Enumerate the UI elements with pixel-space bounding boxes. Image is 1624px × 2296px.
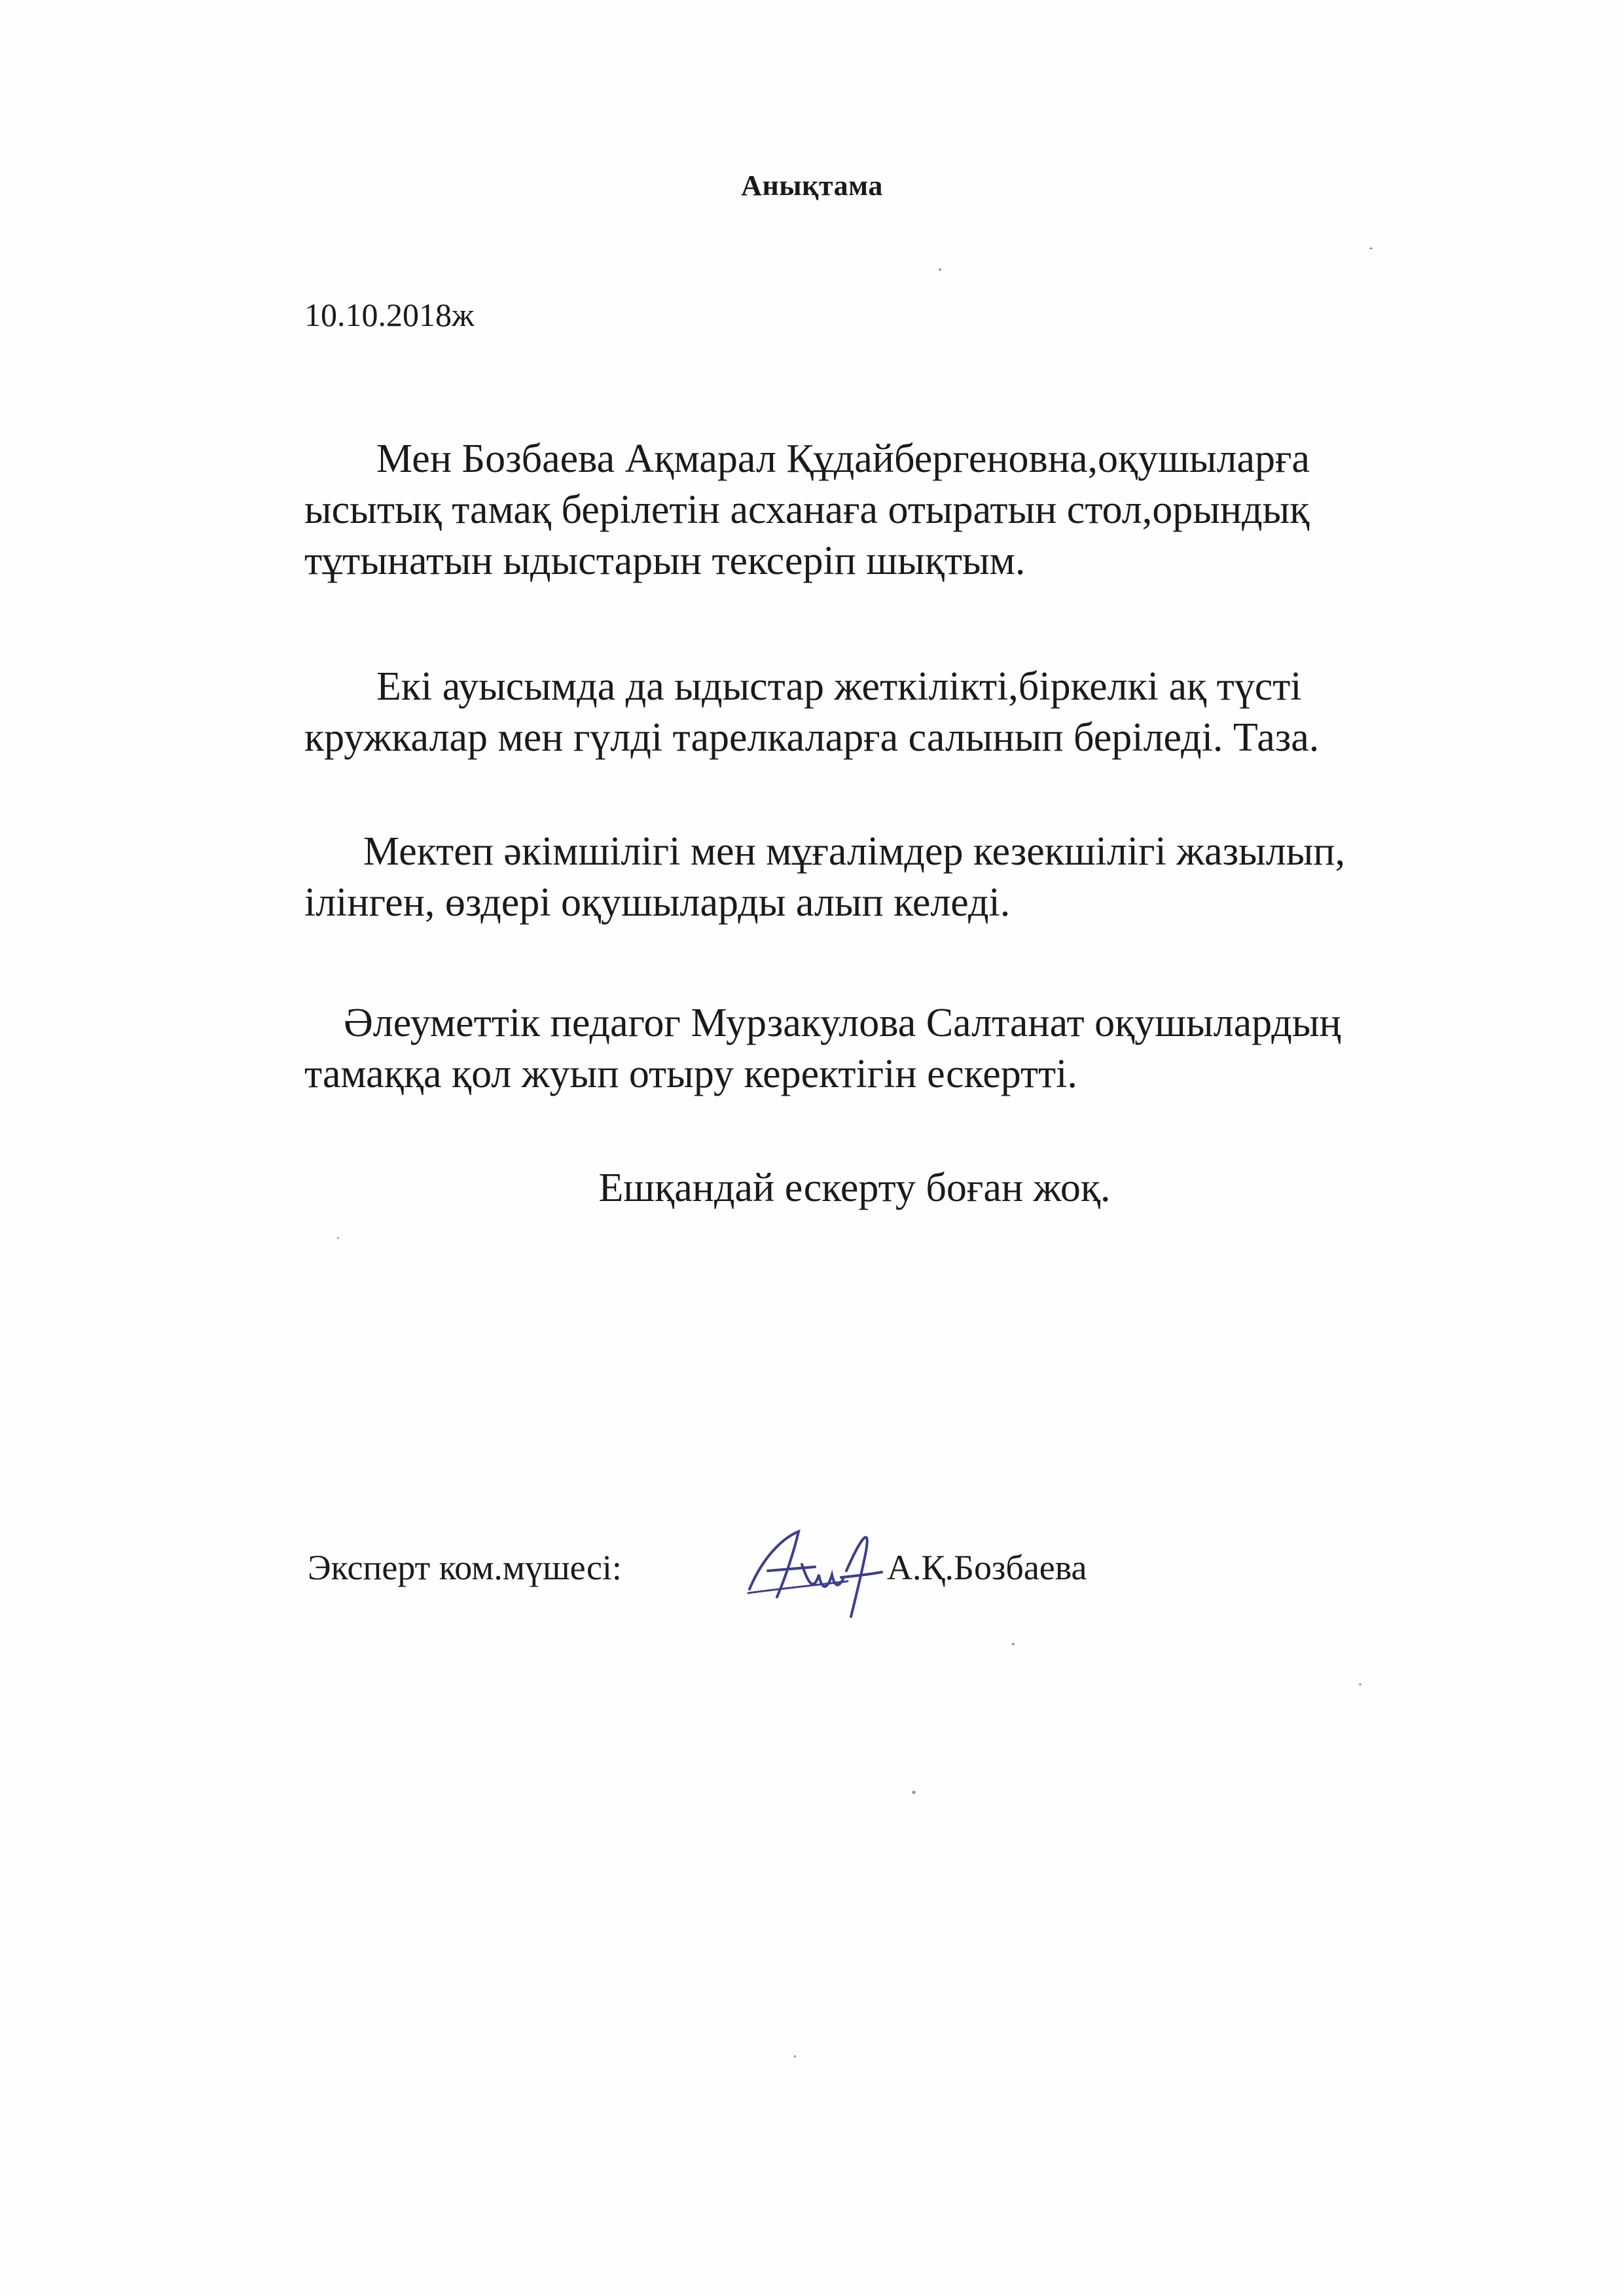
document-title: Анықтама <box>741 170 883 202</box>
paragraph-dishes <box>304 661 1535 763</box>
document-date: 10.10.2018ж <box>304 296 475 333</box>
scan-speck <box>912 1791 916 1794</box>
handwritten-signature <box>736 1512 900 1623</box>
signatory-name: А.Қ.Бозбаева <box>887 1548 1087 1587</box>
scan-speck <box>1369 247 1373 249</box>
paragraph-line: тұтынатын ыдыстарын тексеріп шықтым. <box>304 539 1026 583</box>
signatory-role: Эксперт ком.мүшесі: <box>308 1548 622 1587</box>
closing-statement: Ешқандай ескерту боған жоқ. <box>598 1166 1111 1210</box>
scan-speck <box>939 268 941 271</box>
paragraph-line: Әлеуметтік педагог Мурзакулова Салтанат оқушылардың <box>344 1001 1341 1045</box>
paragraph-line: ілінген, өздері оқушыларды алып келеді. <box>304 880 1011 925</box>
paragraph-line: кружкалар мен гүлді тарелкаларға салынып беріледі. Таза. <box>304 715 1320 760</box>
scan-speck <box>1012 1643 1015 1645</box>
paragraph-duty <box>304 826 1535 928</box>
scan-speck <box>1359 1683 1362 1685</box>
paragraph-line: ысытық тамақ берілетін асханаға отыратын стол,орындық <box>304 488 1310 532</box>
scan-speck <box>337 1237 339 1239</box>
paragraph-line: Мен Бозбаева Ақмарал Құдайбергеновна,оқушыларға <box>376 437 1310 481</box>
paragraph-social-pedagogue <box>304 997 1535 1100</box>
paragraph-line: Екі ауысымда да ыдыстар жеткілікті,біркелкі ақ түсті <box>376 664 1302 709</box>
scan-speck <box>794 2055 796 2058</box>
paragraph-line: тамаққа қол жуып отыру керектігін ескертті. <box>304 1052 1077 1096</box>
signature-block <box>308 1532 1486 1617</box>
paragraph-line: Мектеп әкімшілігі мен мұғалімдер кезекшілігі жазылып, <box>363 829 1345 874</box>
paragraph-inspection <box>304 433 1535 586</box>
